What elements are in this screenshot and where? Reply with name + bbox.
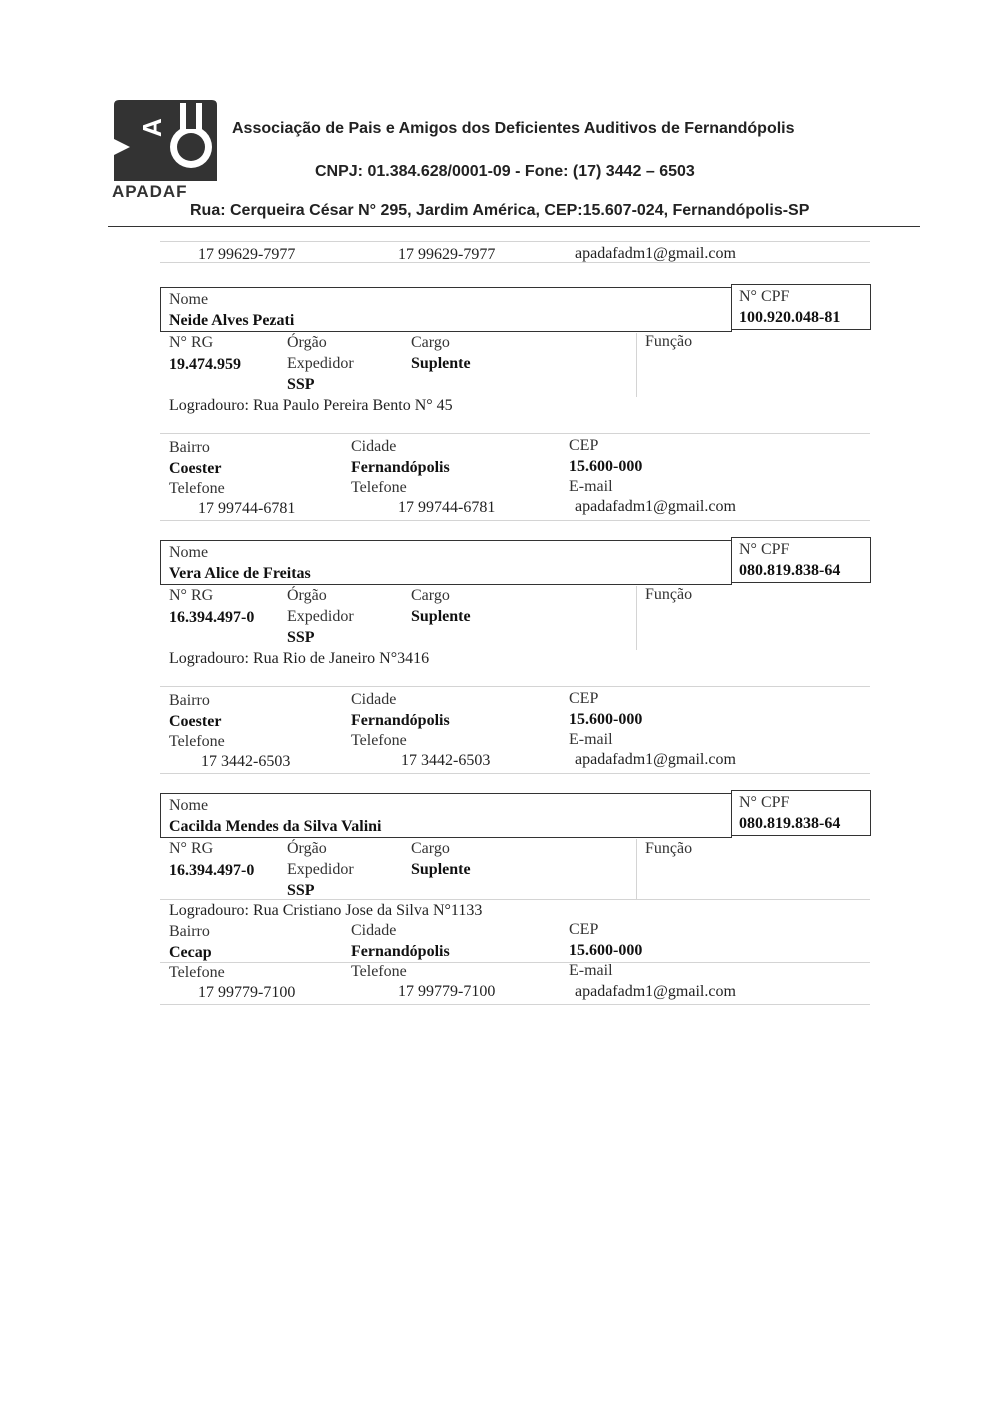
nome-value: Cacilda Mendes da Silva Valini — [169, 818, 382, 835]
cidade-label: Cidade — [351, 922, 397, 939]
cidade-label: Cidade — [351, 691, 397, 708]
telefone-value: 17 99629-7977 — [198, 246, 296, 263]
organization-address: Rua: Cerqueira César N° 295, Jardim América, CEP:15.607-024, Fernandópolis-SP — [190, 202, 810, 219]
cep-label: CEP — [569, 921, 599, 938]
cargo-value: Suplente — [411, 861, 471, 878]
cargo-label: Cargo — [411, 587, 450, 604]
cpf-label: N° CPF — [739, 794, 790, 811]
header-divider — [108, 226, 920, 227]
logradouro-value: Logradouro: Rua Paulo Pereira Bento N° 45 — [169, 397, 453, 414]
row-divider — [160, 686, 870, 687]
bairro-value: Coester — [169, 460, 222, 477]
row-divider — [160, 1004, 870, 1005]
telefone-label: Telefone — [351, 479, 407, 496]
telefone-value: 17 99629-7977 — [398, 246, 496, 263]
funcao-label: Função — [645, 333, 693, 350]
cargo-label: Cargo — [411, 334, 450, 351]
telefone-value: 17 99744-6781 — [198, 500, 296, 517]
row-divider — [160, 962, 870, 963]
telefone-value: 17 99744-6781 — [398, 499, 496, 516]
cep-value: 15.600-000 — [569, 711, 643, 728]
orgao-value: SSP — [287, 376, 315, 393]
bairro-value: Coester — [169, 713, 222, 730]
nome-label: Nome — [169, 797, 209, 814]
nome-value: Neide Alves Pezati — [169, 312, 295, 329]
cpf-value: 100.920.048-81 — [739, 309, 841, 326]
orgao-label: Órgão — [287, 840, 327, 857]
telefone-label: Telefone — [169, 964, 225, 981]
apadaf-logo — [108, 97, 222, 201]
cep-label: CEP — [569, 437, 599, 454]
orgao-label: Órgão — [287, 334, 327, 351]
email-value: apadafadm1@gmail.com — [575, 751, 736, 768]
rg-value: 16.394.497-0 — [169, 862, 255, 879]
telefone-value: 17 99779-7100 — [398, 983, 496, 1000]
row-divider — [160, 899, 870, 900]
bairro-label: Bairro — [169, 439, 210, 456]
cidade-value: Fernandópolis — [351, 459, 450, 476]
organization-name: Associação de Pais e Amigos dos Deficientes Auditivos de Fernandópolis — [232, 120, 795, 137]
telefone-value: 17 3442-6503 — [401, 752, 491, 769]
rg-label: N° RG — [169, 334, 214, 351]
row-divider — [160, 241, 870, 242]
nome-value: Vera Alice de Freitas — [169, 565, 311, 582]
orgao-label: Órgão — [287, 587, 327, 604]
column-divider — [636, 586, 637, 650]
rg-label: N° RG — [169, 840, 214, 857]
cpf-label: N° CPF — [739, 288, 790, 305]
telefone-label: Telefone — [351, 963, 407, 980]
funcao-label: Função — [645, 586, 693, 603]
cep-value: 15.600-000 — [569, 942, 643, 959]
column-divider — [636, 839, 637, 899]
cidade-value: Fernandópolis — [351, 943, 450, 960]
email-label: E-mail — [569, 478, 613, 495]
rg-value: 19.474.959 — [169, 356, 241, 373]
expedidor-label: Expedidor — [287, 608, 354, 625]
bairro-value: Cecap — [169, 944, 212, 961]
telefone-label: Telefone — [169, 480, 225, 497]
cargo-label: Cargo — [411, 840, 450, 857]
email-value: apadafadm1@gmail.com — [575, 983, 736, 1000]
bairro-label: Bairro — [169, 923, 210, 940]
row-divider — [160, 433, 870, 434]
row-divider — [160, 773, 870, 774]
nome-label: Nome — [169, 291, 209, 308]
expedidor-label: Expedidor — [287, 861, 354, 878]
cidade-label: Cidade — [351, 438, 397, 455]
cpf-label: N° CPF — [739, 541, 790, 558]
logradouro-value: Logradouro: Rua Cristiano Jose da Silva N°1133 — [169, 902, 483, 919]
cep-value: 15.600-000 — [569, 458, 643, 475]
orgao-value: SSP — [287, 882, 315, 899]
nome-label: Nome — [169, 544, 209, 561]
email-value: apadafadm1@gmail.com — [575, 498, 736, 515]
email-label: E-mail — [569, 962, 613, 979]
email-label: E-mail — [569, 731, 613, 748]
rg-label: N° RG — [169, 587, 214, 604]
expedidor-label: Expedidor — [287, 355, 354, 372]
telefone-label: Telefone — [351, 732, 407, 749]
funcao-label: Função — [645, 840, 693, 857]
telefone-value: 17 99779-7100 — [198, 984, 296, 1001]
cargo-value: Suplente — [411, 608, 471, 625]
svg-text:A: A — [137, 118, 167, 137]
cpf-value: 080.819.838-64 — [739, 562, 841, 579]
telefone-label: Telefone — [169, 733, 225, 750]
cidade-value: Fernandópolis — [351, 712, 450, 729]
column-divider — [636, 333, 637, 397]
rg-value: 16.394.497-0 — [169, 609, 255, 626]
row-divider — [160, 520, 870, 521]
telefone-value: 17 3442-6503 — [201, 753, 291, 770]
cep-label: CEP — [569, 690, 599, 707]
orgao-value: SSP — [287, 629, 315, 646]
cargo-value: Suplente — [411, 355, 471, 372]
organization-contact: CNPJ: 01.384.628/0001-09 - Fone: (17) 3442 – 6503 — [315, 163, 695, 180]
email-value: apadafadm1@gmail.com — [575, 245, 736, 262]
cpf-value: 080.819.838-64 — [739, 815, 841, 832]
logo-text: APADAF — [112, 182, 188, 201]
logradouro-value: Logradouro: Rua Rio de Janeiro N°3416 — [169, 650, 430, 667]
bairro-label: Bairro — [169, 692, 210, 709]
